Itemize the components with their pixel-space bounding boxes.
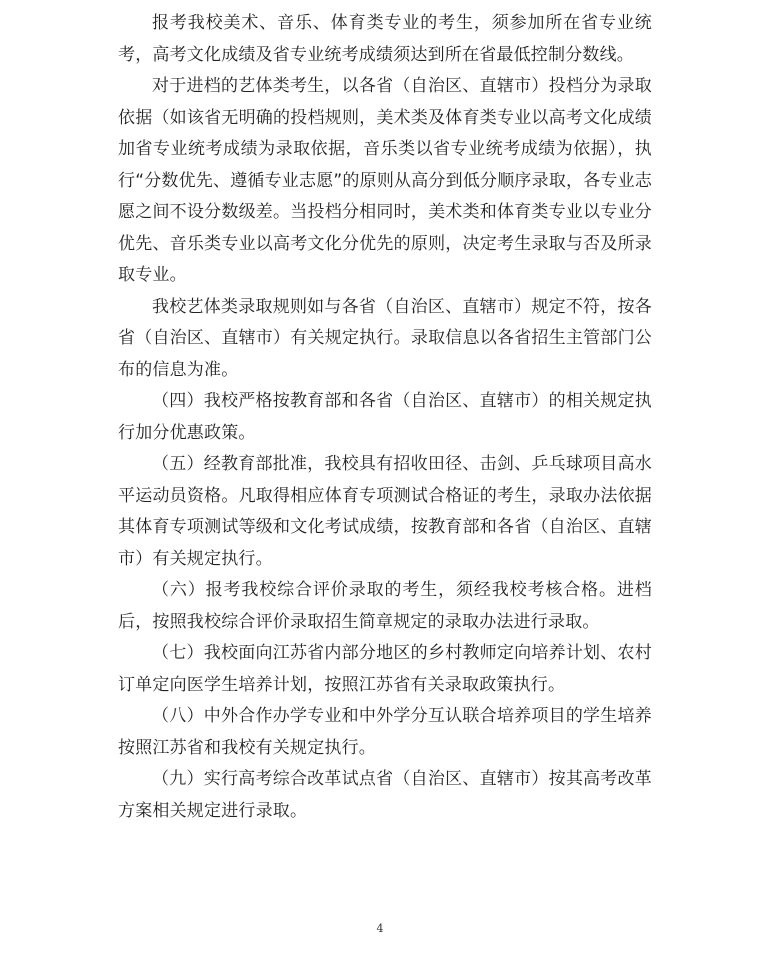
paragraph-exam-reform: （九）实行高考综合改革试点省（自治区、直辖市）按其高考改革方案相关规定进行录取。: [118, 769, 652, 821]
paragraph-directed-training: （七）我校面向江苏省内部分地区的乡村教师定向培养计划、农村订单定向医学生培养计划，按照江苏省有关录取政策执行。: [118, 643, 652, 695]
paragraph-high-level-athletes: （五）经教育部批准，我校具有招收田径、击剑、乒乓球项目高水平运动员资格。凡取得相应体育专项测试合格证的考生，录取办法依据其体育专项测试等级和文化考试成绩，按教育部和各省（自治区、直辖市）有关规定执行。: [118, 454, 652, 569]
paragraph-art-sports-exam: 报考我校美术、音乐、体育类专业的考生，须参加所在省专业统考，高考文化成绩及省专业统考成绩须达到所在省最低控制分数线。: [118, 13, 652, 65]
paragraph-art-sports-admission-basis: 对于进档的艺体类考生，以各省（自治区、直辖市）投档分为录取依据（如该省无明确的投档规则，美术类及体育类专业以高考文化成绩加省专业统考成绩为录取依据，音乐类以省专业统考成绩为依据），执行“分数优先、遵循专业志愿”的原则从高分到低分顺序录取，各专业志愿之间不设分数级差。当投档分相同时，美术类和体育类专业以专业分优先、音乐类专业以高考文化分优先的原则，决定考生录取与否及所录取专业。: [118, 76, 653, 285]
paragraph-bonus-points: （四）我校严格按教育部和各省（自治区、直辖市）的相关规定执行加分优惠政策。: [118, 391, 652, 443]
paragraph-comprehensive-evaluation: （六）报考我校综合评价录取的考生，须经我校考核合格。进档后，按照我校综合评价录取招生简章规定的录取办法进行录取。: [118, 580, 652, 632]
document-body: [118, 8, 652, 827]
paragraph-sino-foreign: （八）中外合作办学专业和中外学分互认联合培养项目的学生培养按照江苏省和我校有关规定执行。: [118, 706, 652, 758]
page-number: 4: [376, 922, 384, 935]
paragraph-art-sports-rule-conflict: 我校艺体类录取规则如与各省（自治区、直辖市）规定不符，按各省（自治区、直辖市）有关规定执行。录取信息以各省招生主管部门公布的信息为准。: [118, 296, 652, 380]
